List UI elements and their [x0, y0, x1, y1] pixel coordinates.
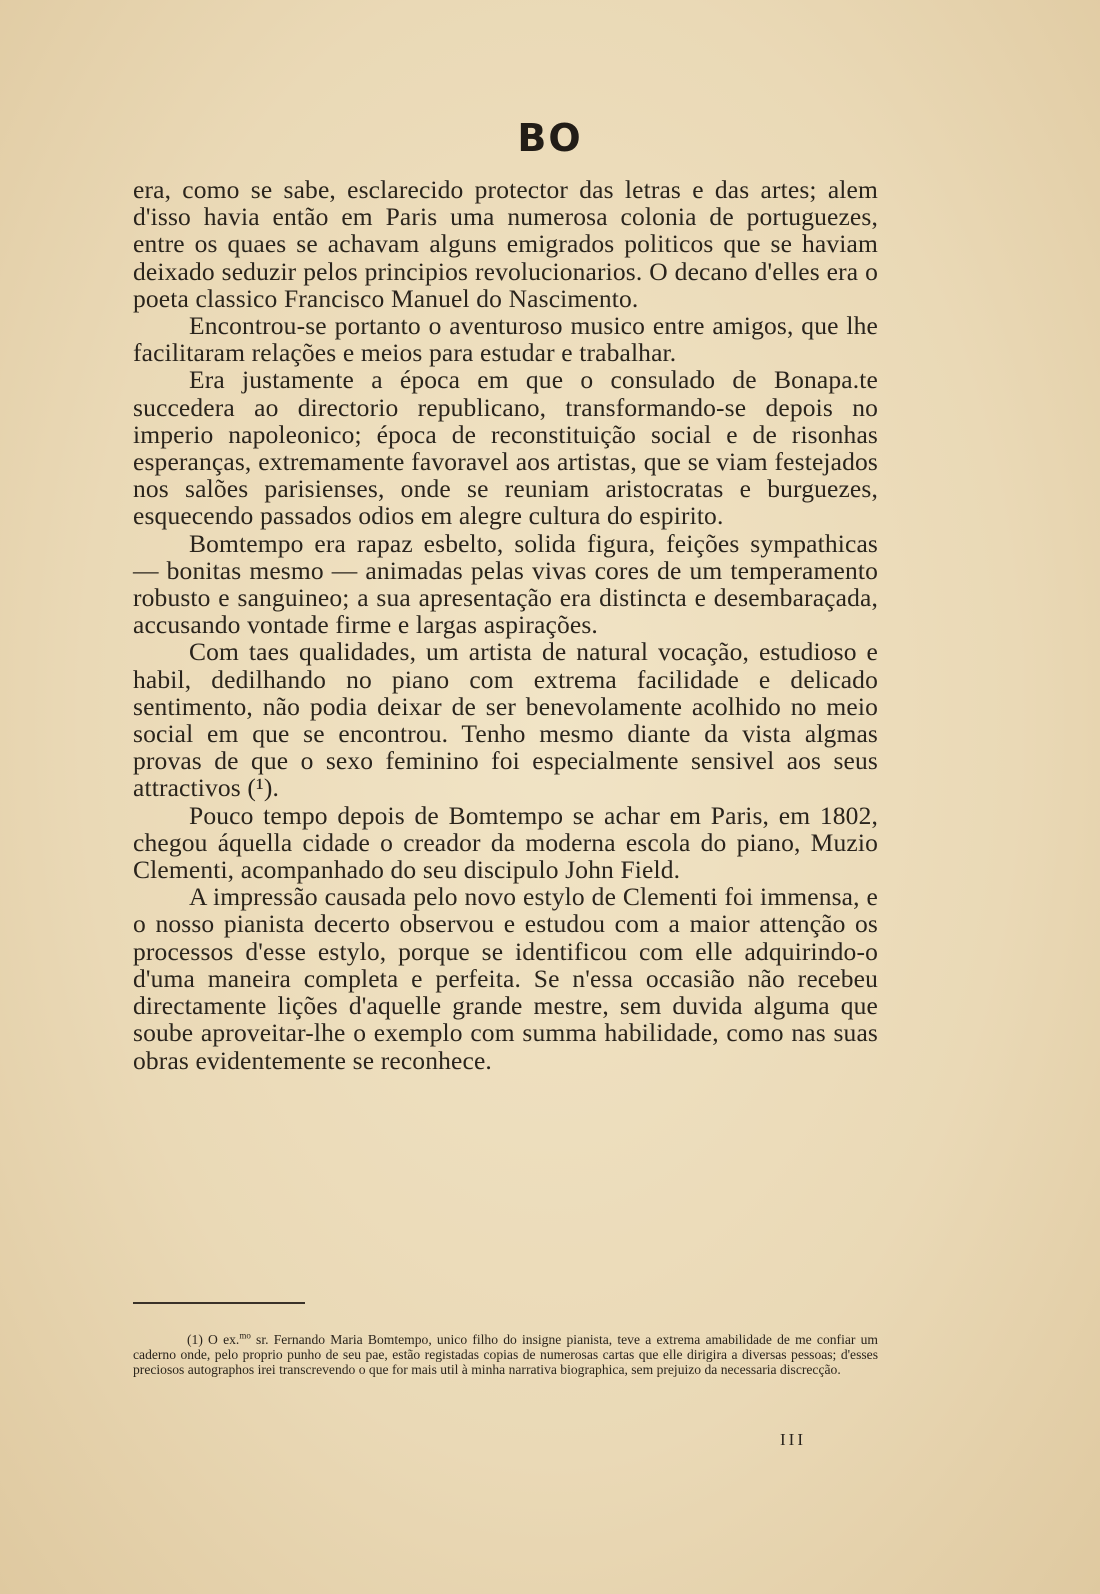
footnote-divider — [133, 1302, 305, 1304]
footnote-text: sr. Fernando Maria Bomtempo, unico filho do insigne pianista, teve a extrema amabilidade de me confiar um caderno onde, pelo proprio punho de seu pae, estão registadas copias de numerosas cartas que elle dirigira a diversas pessoas; d'esses preciosos autographos irei transcrevendo o que for mais util à minha narrativa biographica, sem prejuizo da necessaria discrecção. — [133, 1332, 878, 1378]
paragraph: era, como se sabe, esclarecido protector das letras e das artes; alem d'isso havia então em Paris uma numerosa colonia de portuguezes, entre os quaes se achavam alguns emigrados politicos que se haviam deixado seduzir pelos principios revolucionarios. O decano d'elles era o poeta classico Francisco Manuel do Nascimento. — [133, 175, 878, 313]
paragraph: Pouco tempo depois de Bomtempo se achar em Paris, em 1802, chegou áquella cidade o creador da moderna escola do piano, Muzio Clementi, acompanhado do seu discipulo John Field. — [133, 800, 878, 885]
page-number: III — [780, 1430, 806, 1449]
paragraph: Com taes qualidades, um artista de natural vocação, estudioso e habil, dedilhando no piano com extrema facilidade e delicado sentimento, não podia deixar de ser benevolamente acolhido no meio social em que se encontrou. Tenho mesmo diante da vista algmas provas de que o sexo feminino foi especialmente sensivel aos seus attractivos (¹). — [133, 637, 878, 803]
paragraph: Bomtempo era rapaz esbelto, solida figura, feições sympathicas — bonitas mesmo — animadas pelas vivas cores de um temperamento robusto e sanguineo; a sua apresentação era distincta e desembaraçada, accusando vontade firme e largas aspirações. — [133, 528, 878, 640]
running-header: BO — [517, 116, 583, 160]
footnote — [133, 1332, 878, 1378]
paragraph: Encontrou-se portanto o aventuroso musico entre amigos, que lhe facilitaram relações e meios para estudar e trabalhar. — [133, 311, 878, 368]
footnote-prefix: (1) O ex. — [187, 1332, 240, 1347]
paragraph: A impressão causada pelo novo estylo de Clementi foi immensa, e o nosso pianista decerto observou e estudou com a maior attenção os processos d'esse estylo, porque se identificou com elle adquirindo-o d'uma maneira completa e perfeita. Se n'essa occasião não recebeu directamente lições d'aquelle grande mestre, sem duvida alguma que soube aproveitar-lhe o exemplo com summa habilidade, como nas suas obras evidentemente se reconhece. — [133, 882, 878, 1075]
footnote-superscript: mo — [239, 1330, 251, 1341]
body-text — [133, 176, 878, 1074]
paragraph: Era justamente a época em que o consulado de Bonapa.te succedera ao directorio republicano, transformando-se depois no imperio napoleonico; época de reconstituição social e de risonhas esperanças, extremamente favoravel aos artistas, que se viam festejados nos salões parisienses, onde se reuniam aristocratas e burguezes, esquecendo passados odios em alegre cultura do espirito. — [133, 365, 878, 531]
